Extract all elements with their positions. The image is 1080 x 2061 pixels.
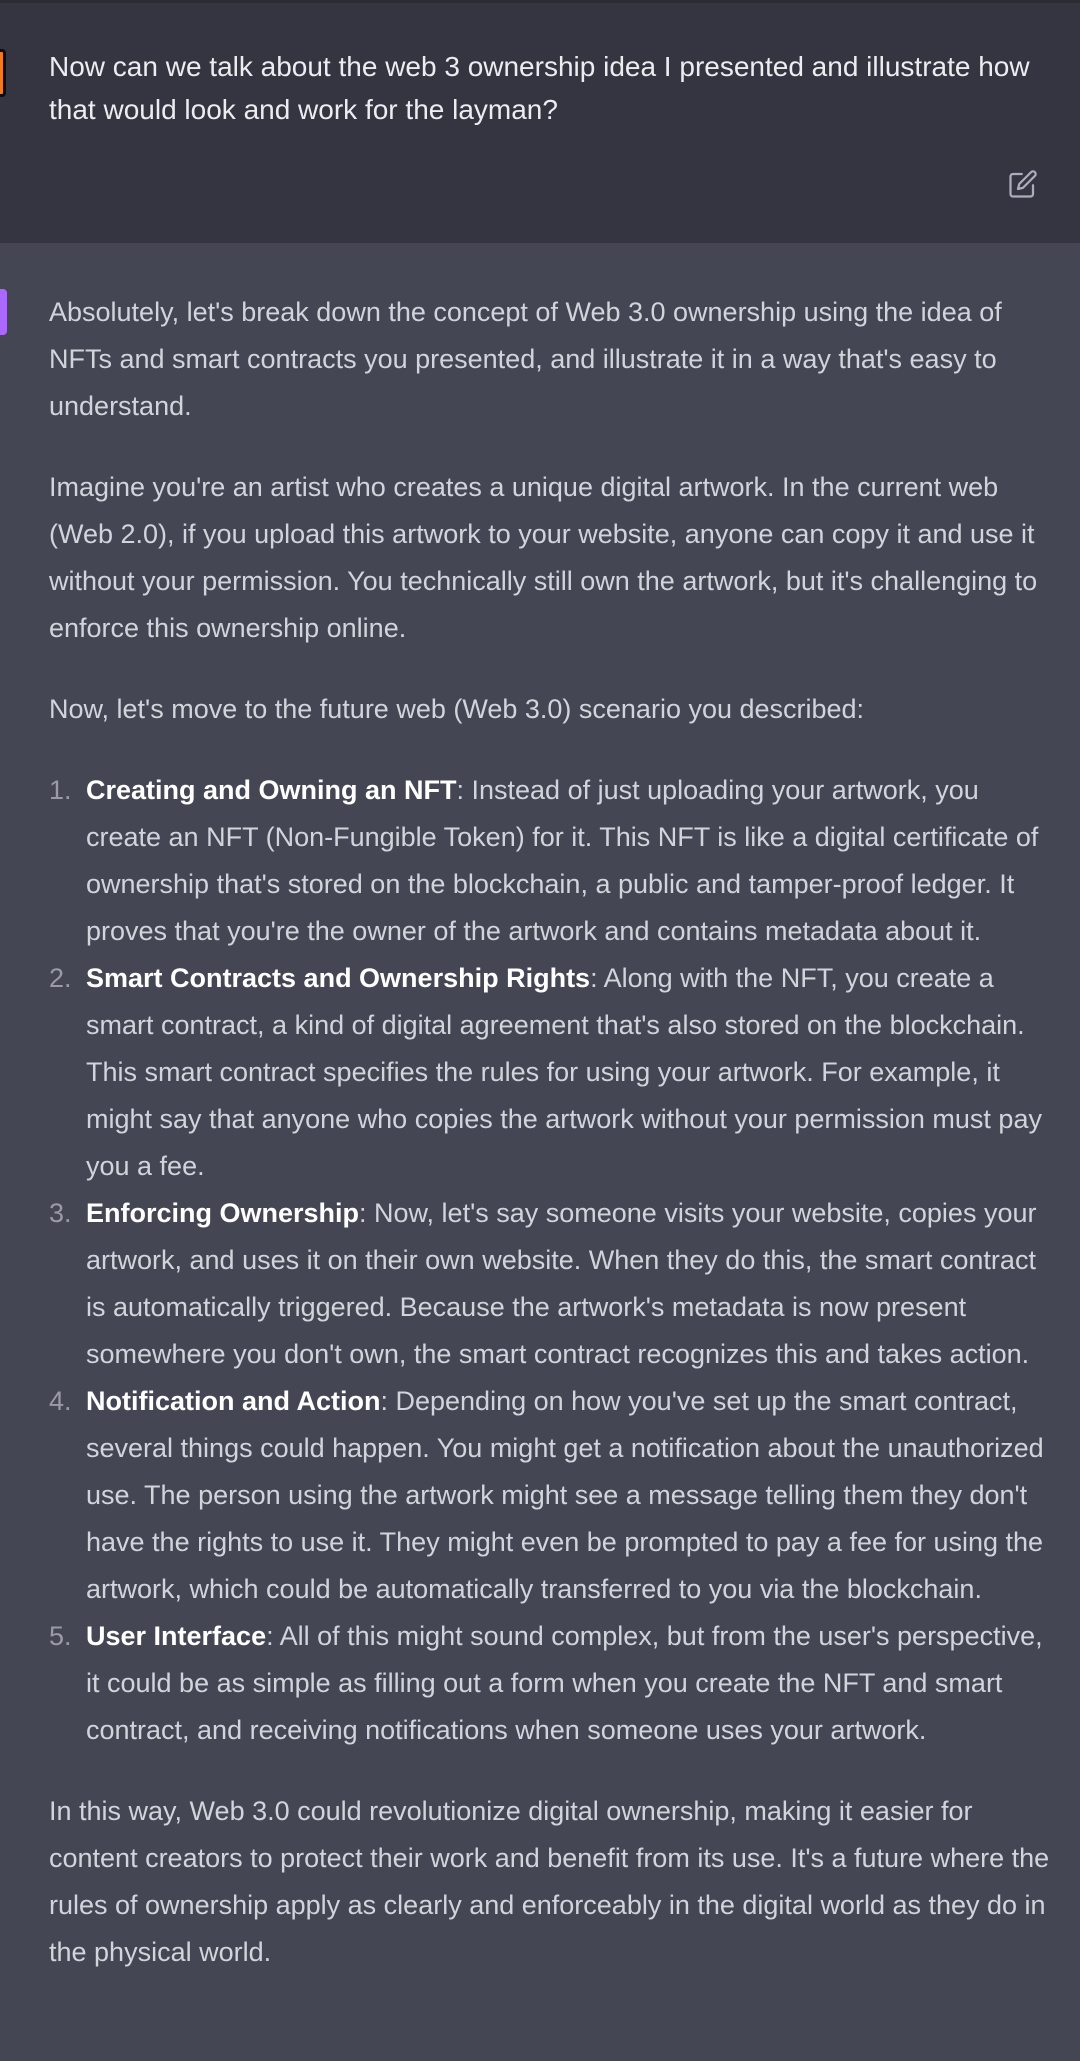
list-item-title: Smart Contracts and Ownership Rights [86, 963, 591, 993]
intro-paragraph: Absolutely, let's break down the concept of Web 3.0 ownership using the idea of NFTs and smart contracts you presented, and illustrate it in a way that's easy to understand. [49, 297, 1002, 421]
assistant-avatar [0, 289, 7, 335]
list-item [49, 767, 1061, 955]
list-number: 1. [49, 775, 72, 805]
list-number: 3. [49, 1198, 72, 1228]
list-number: 5. [49, 1621, 72, 1651]
scenario-paragraph: Imagine you're an artist who creates a unique digital artwork. In the current web (Web 2.0), if you upload this artwork to your website, anyone can copy it and use it without your permission. You technically still own the artwork, but it's challenging to enforce this ownership online. [49, 472, 1038, 643]
list-item-title: Notification and Action [86, 1386, 381, 1416]
list-number: 4. [49, 1386, 72, 1416]
user-avatar [0, 49, 6, 97]
list-item-title: User Interface [86, 1621, 267, 1651]
steps-list [49, 767, 1061, 1754]
list-item-body: : All of this might sound complex, but from the user's perspective, it could be as simple as filling out a form when you create the NFT and smart contract, and receiving notifications when someone uses your artwork. [86, 1621, 1043, 1745]
edit-message-button[interactable] [1008, 169, 1038, 199]
assistant-message-row [0, 243, 1080, 2061]
list-item [49, 1378, 1061, 1613]
user-message-row [0, 0, 1080, 243]
list-number: 2. [49, 963, 72, 993]
conclusion-paragraph: In this way, Web 3.0 could revolutionize digital ownership, making it easier for content creators to protect their work and benefit from its use. It's a future where the rules of ownership apply as clearly and enforceably in the digital world as they do in the physical world. [49, 1796, 1050, 1967]
list-item-body: : Depending on how you've set up the smart contract, several things could happen. You might get a notification about the unauthorized use. The person using the artwork might see a message telling them they don't have the rights to use it. They might even be prompted to pay a fee for using the artwork, which could be automatically transferred to you via the blockchain. [86, 1386, 1044, 1604]
list-item [49, 955, 1061, 1190]
user-message-text: Now can we talk about the web 3 ownership idea I presented and illustrate how that would look and work for the layman? [49, 51, 1030, 125]
edit-icon [1008, 169, 1038, 199]
list-item-body: : Along with the NFT, you create a smart contract, a kind of digital agreement that's also stored on the blockchain. This smart contract specifies the rules for using your artwork. For example, it might say that anyone who copies the artwork without your permission must pay you a fee. [86, 963, 1042, 1181]
transition-paragraph: Now, let's move to the future web (Web 3.0) scenario you described: [49, 694, 865, 724]
list-item-title: Creating and Owning an NFT [86, 775, 457, 805]
list-item [49, 1190, 1061, 1378]
assistant-message-content [49, 289, 1061, 2010]
list-item [49, 1613, 1061, 1754]
list-item-body: : Now, let's say someone visits your website, copies your artwork, and uses it on their own website. When they do this, the smart contract is automatically triggered. Because the artwork's metadata is now present somewhere you don't own, the smart contract recognizes this and takes action. [86, 1198, 1037, 1369]
list-item-body: : Instead of just uploading your artwork, you create an NFT (Non-Fungible Token) for it. This NFT is like a digital certificate of ownership that's stored on the blockchain, a public and tamper-proof ledger. It proves that you're the owner of the artwork and contains metadata about it. [86, 775, 1039, 946]
list-item-title: Enforcing Ownership [86, 1198, 360, 1228]
